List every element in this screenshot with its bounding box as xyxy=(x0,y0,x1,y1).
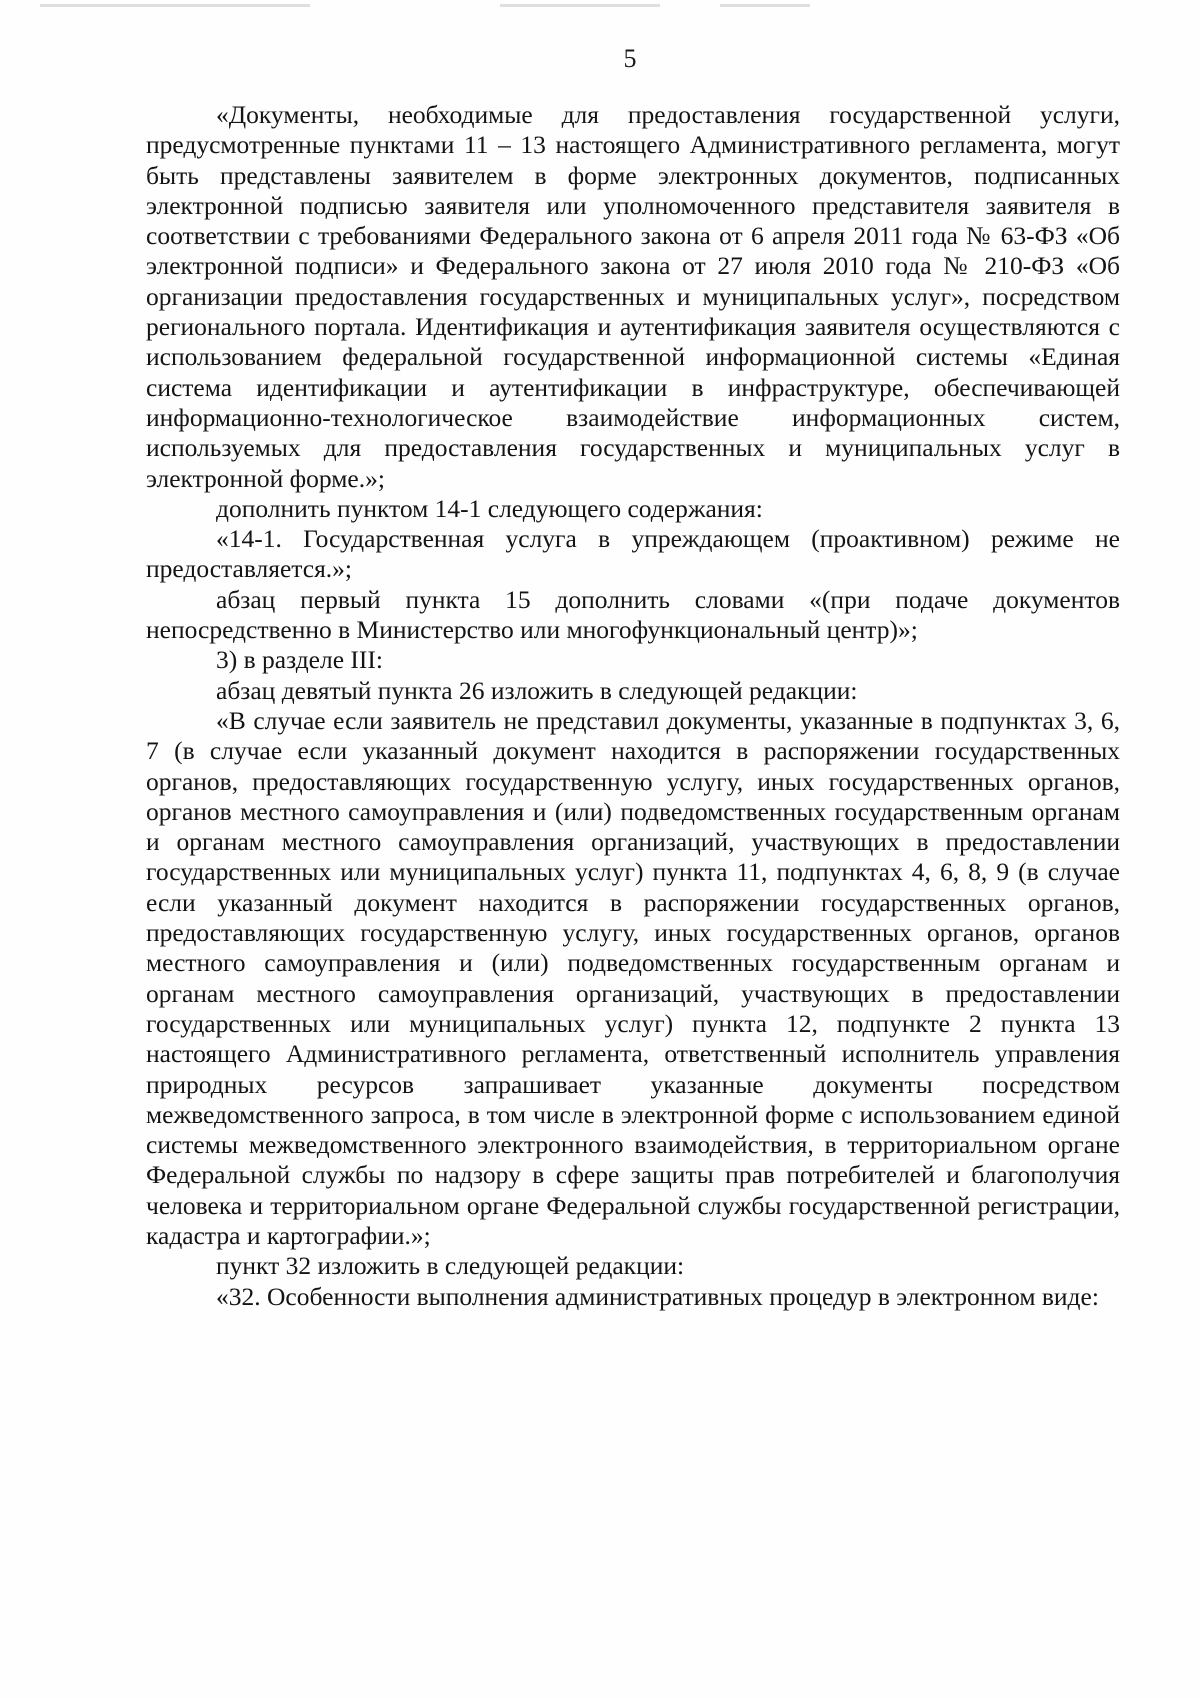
paragraph-item-14-1-text: «14-1. Государственная услуга в упреждающем (проактивном) режиме не предоставляется.»; xyxy=(146,524,1120,584)
page-number: 5 xyxy=(623,44,637,73)
paragraph-add-item-14-1: дополнить пунктом 14-1 следующего содержания: xyxy=(216,493,763,523)
paragraph-item-26-text: «В случае если заявитель не представил документы, указанные в подпунктах 3, 6, 7 (в случае если указанный документ находится в распоряжении государственных органов, предоставляющих государственную услугу, иных государственных органов, органов местного самоуправления и (или) подведомственных государственным органам и органам местного самоуправления организаций, участвующих в предоставлении государственных или муниципальных услуг) пункта 11, подпунктах 4, 6, 8, 9 (в случае если указанный документ находится в распоряжении государственных органов, предоставляющих государственную услугу, иных государственных органов, органов местного самоуправления и (или) подведомственных государственным органам и органам местного самоуправления организаций, участвующих в предоставлении государственных или муниципальных услуг) пункта 12, подпункте 2 пункта 13 настоящего Административного регламента, ответственный исполнитель управления природных ресурсов запрашивает указанные документы посредством межведомственного запроса, в том числе в электронной форме с использованием единой системы межведомственного электронного взаимодействия, в территориальном органе Федеральной службы по надзору в сфере защиты прав потребителей и благополучия человека и территориальном органе Федеральной службы государственной регистрации, кадастра и картографии.»; xyxy=(146,705,1120,1250)
scan-artifact xyxy=(40,4,310,7)
paragraph-electronic-documents: «Документы, необходимые для предоставления государственной услуги, предусмотренные пунктами 11 – 13 настоящего Административного регламента, могут быть представлены заявителем в форме электронных документов, подписанных электронной подписью заявителя или уполномоченного представителя заявителя в соответствии с требованиями Федерального закона от 6 апреля 2011 года № 63-ФЗ «Об электронной подписи» и Федерального закона от 27 июля 2010 года № 210-ФЗ «Об организации предоставления государственных и муниципальных услуг», посредством регионального портала. Идентификация и аутентификация заявителя осуществляются с использованием федеральной государственной информационной системы «Единая система идентификации и аутентификации в инфраструктуре, обеспечивающей информационно-технологическое взаимодействие информационных систем, используемых для предоставления государственных и муниципальных услуг в электронной форме.»; xyxy=(146,100,1120,493)
document-body xyxy=(146,100,1120,1312)
paragraph-item-32-text: «32. Особенности выполнения административных процедур в электронном виде: xyxy=(216,1281,1099,1311)
paragraph-section-iii: 3) в разделе III: xyxy=(216,645,383,675)
scan-artifact xyxy=(720,4,810,7)
paragraph-item-15-amendment: абзац первый пункта 15 дополнить словами «(при подаче документов непосредственно в Министерство или многофункциональный центр)»; xyxy=(146,584,1120,645)
paragraph-item-32-intro: пункт 32 изложить в следующей редакции: xyxy=(216,1251,685,1281)
scan-artifact xyxy=(500,4,660,7)
paragraph-item-26-intro: абзац девятый пункта 26 изложить в следующей редакции: xyxy=(216,675,858,705)
